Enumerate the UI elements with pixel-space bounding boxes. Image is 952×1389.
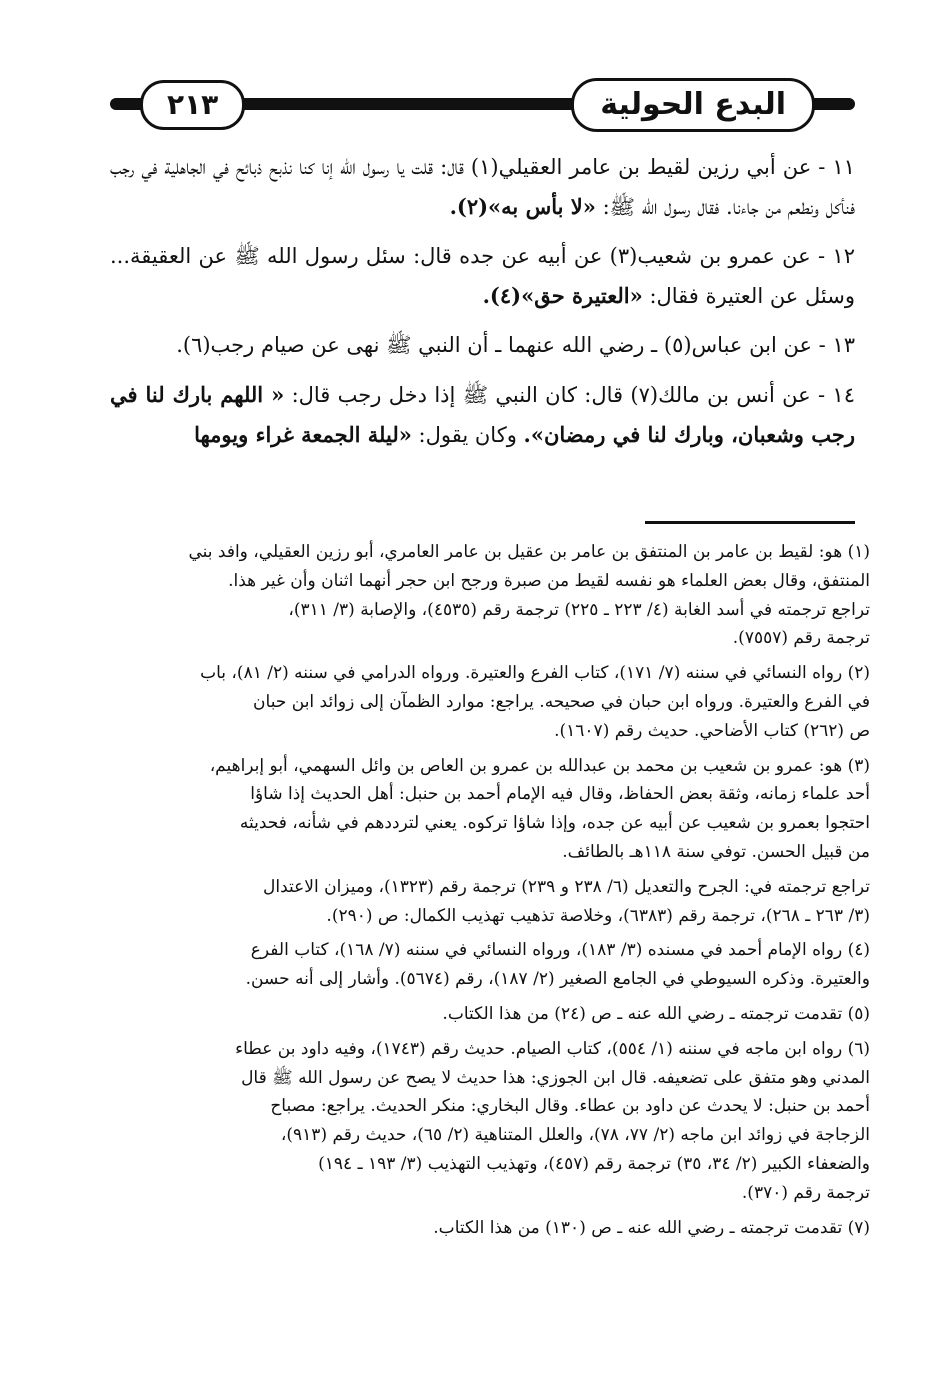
- footnote-line: (٣) هو: عمرو بن شعيب بن محمد بن عبدالله بن عمرو بن العاص بن وائل السهمي، أبو إبراهيم،: [209, 755, 870, 776]
- footnote: [110, 1000, 870, 1029]
- footnotes: [110, 538, 870, 1248]
- footnote-line: تراجع ترجمته في: الجرح والتعديل (٦/ ٢٣٨ و ٢٣٩) ترجمة رقم (١٣٢٣)، وميزان الاعتدال: [263, 876, 870, 897]
- item-number: ١٣ -: [818, 333, 855, 357]
- footnote-line: المدني وهو متفق على تضعيفه. قال ابن الجوزي: هذا حديث لا يصح عن رسول الله ﷺ قال: [241, 1067, 870, 1088]
- footnote-line: (٤) رواه الإمام أحمد في مسنده (٣/ ١٨٣)، ورواه النسائي في سننه (٧/ ١٦٨)، كتاب الفرع: [250, 940, 870, 961]
- footnote-line: في الفرع والعتيرة. ورواه ابن حبان في صحيحه. يراجع: موارد الظمآن إلى زوائد ابن حبان: [253, 691, 870, 712]
- quote-line: «لا بأس به»(٢).: [449, 194, 596, 219]
- footnote-line: ترجمة رقم (٧٥٥٧).: [732, 628, 870, 649]
- text-line: عن أبي رزين لقيط بن عامر العقيلي(١) قال: قلت يا رسول الله إنا كنا نذبح ذبائح: [235, 155, 812, 179]
- item-number: ١١ -: [818, 155, 855, 179]
- running-title: البدع الحولية: [571, 78, 815, 132]
- hadith-item: [110, 326, 855, 365]
- hadith-item: [110, 237, 855, 316]
- footnote-line: والعتيرة. وذكره السيوطي في الجامع الصغير (٢/ ١٨٧)، رقم (٥٦٧٤). وأشار إلى أنه حسن.: [245, 969, 870, 990]
- text-line: عن أنس بن مالك(٧) قال: كان النبي ﷺ إذا دخل رجب قال:: [291, 383, 811, 407]
- footnote: [110, 873, 870, 931]
- footnote-line: احتجوا بعمرو بن شعيب عن أبيه عن جده، وإذا شاؤا تركوه. يعني لترددهم في شأنه، فحديثه: [239, 813, 870, 834]
- footnote: [110, 752, 870, 867]
- footnote-line: المنتفق، وقال بعض العلماء هو نفسه لقيط من صبرة ورجح ابن حجر أنهما اثنان وأن غير هذا.: [228, 570, 870, 591]
- footnote: [110, 936, 870, 994]
- footnote: [110, 1035, 870, 1208]
- footnote-line: (٥) تقدمت ترجمته ـ رضي الله عنه ـ ص (٢٤) من هذا الكتاب.: [442, 1003, 870, 1024]
- footnote-line: من قبيل الحسن. توفي سنة ١١٨هـ بالطائف.: [562, 841, 870, 862]
- page-header: [110, 70, 855, 140]
- text-line: عن عمرو بن شعيب(٣) عن أبيه عن جده قال: سئل رسول الله ﷺ عن: [198, 244, 811, 268]
- footnote-line: (٢) رواه النسائي في سننه (٧/ ١٧١)، كتاب الفرع والعتيرة. ورواه الدرامي في سننه (٢/ ٨١)، باب: [200, 663, 870, 684]
- footnote-divider: [645, 521, 855, 524]
- footnote: [110, 1214, 870, 1243]
- text-line: عن ابن عباس(٥) ـ رضي الله عنهما ـ أن النبي ﷺ نهى عن صيام رجب(٦).: [176, 333, 812, 357]
- footnote-line: (٧) تقدمت ترجمته ـ رضي الله عنه ـ ص (١٣٠) من هذا الكتاب.: [433, 1217, 870, 1238]
- item-number: ١٤ -: [817, 383, 855, 407]
- footnote-line: تراجع ترجمته في أسد الغابة (٤/ ٢٢٣ ـ ٢٢٥) ترجمة رقم (٤٥٣٥)، والإصابة (٣/ ٣١١)،: [288, 599, 870, 620]
- hadith-item: [110, 375, 855, 455]
- footnote-line: الزجاجة في زوائد ابن ماجه (٢/ ٧٧، ٧٨)، والعلل المتناهية (٢/ ٦٥)، حديث رقم (٩١٣)،: [280, 1125, 870, 1146]
- footnote-line: ص (٢٦٢) كتاب الأضاحي. حديث رقم (١٦٠٧).: [554, 720, 870, 741]
- quote-line: « اللهم بارك لنا في رجب وشعبان، وبارك لنا في رمضان».: [110, 382, 855, 447]
- footnote-line: (١) هو: لقيط بن عامر بن المنتفق بن عامر بن عقيل بن عامر العامري، أبو رزين العقيلي، وافد بني: [188, 542, 870, 562]
- hadith-item: [110, 148, 855, 227]
- footnote-line: (٦) رواه ابن ماجه في سننه (١/ ٥٥٤)، كتاب الصيام. حديث رقم (١٧٤٣)، وفيه داود بن عطاء: [235, 1038, 870, 1059]
- footnote-line: (٣/ ٢٦٣ ـ ٢٦٨)، ترجمة رقم (٦٣٨٣)، وخلاصة تذهيب تهذيب الكمال: ص (٢٩٠).: [326, 905, 870, 926]
- quote-line: «ليلة الجمعة غراء ويومها: [194, 422, 412, 447]
- footnote: [110, 659, 870, 745]
- footnote-line: والضعفاء الكبير (٢/ ٣٤، ٣٥) ترجمة رقم (٤٥٧)، وتهذيب التهذيب (٣/ ١٩٣ ـ ١٩٤): [318, 1153, 870, 1174]
- footnote-line: أحمد بن حنبل: لا يحدث عن داود بن عطاء. وقال البخاري: منكر الحديث. يراجع: مصباح: [270, 1096, 870, 1117]
- text-line: وكان يقول:: [418, 423, 517, 447]
- item-number: ١٢ -: [818, 244, 855, 268]
- text-line: في الجاهلية في رجب فنأكل ونطعم من جاءنا. فقال رسول الله ﷺ:: [110, 155, 855, 219]
- footnote-line: ترجمة رقم (٣٧٠).: [741, 1182, 870, 1203]
- text-line: العقيقة... وسئل عن العتيرة فقال:: [110, 244, 855, 308]
- page-number: ٢١٣: [140, 80, 245, 130]
- main-text: [110, 148, 855, 465]
- footnote-line: أحد علماء زمانه، وثقة بعض الحفاظ، وقال فيه الإمام أحمد بن حنبل: أهل الحديث إذا شاؤا: [250, 784, 870, 805]
- footnote: [110, 538, 870, 653]
- quote-line: «العتيرة حق»(٤).: [482, 283, 643, 308]
